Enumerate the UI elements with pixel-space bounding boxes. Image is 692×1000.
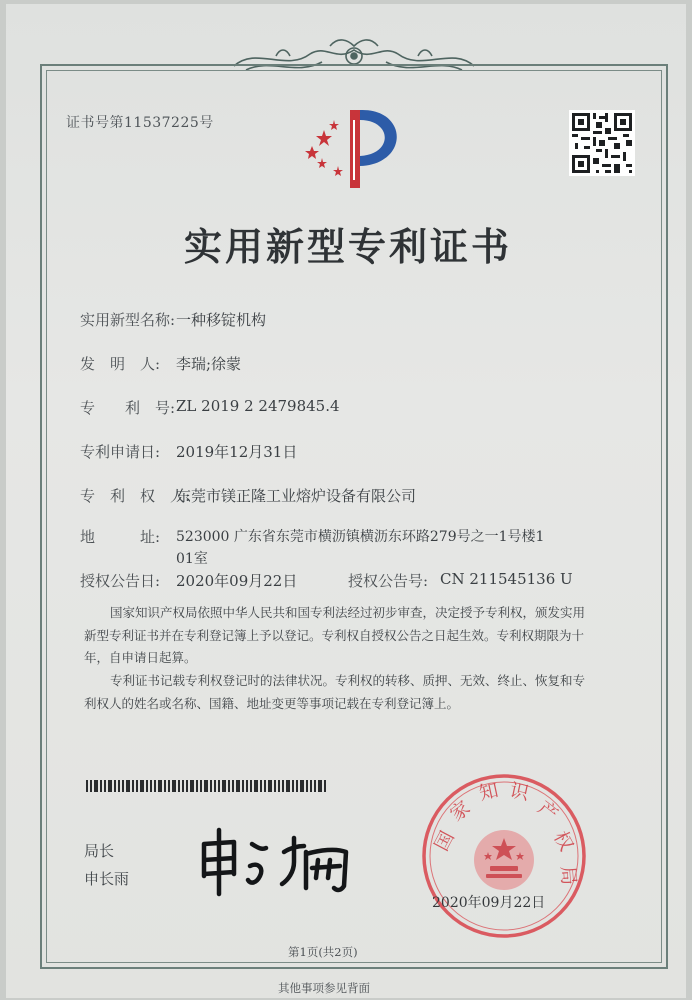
svg-text:产: 产 [533, 796, 562, 826]
field-label-address: 地 址: [80, 528, 161, 546]
qr-code-icon [569, 110, 635, 176]
field-label-patent-no: 专 利 号: [80, 399, 176, 417]
paragraph1-line3: 年，自申请日起算。 [84, 650, 197, 665]
field-value-address: 523000 广东省东莞市横沥镇横沥东环路279号之一1号楼1 [176, 529, 545, 545]
cnipa-logo-icon [298, 100, 418, 192]
seal-date: 2020年09月22日 [432, 895, 546, 911]
field-value-name: 一种移锭机构 [176, 311, 267, 329]
field-value-inventor: 李瑞;徐蒙 [176, 355, 242, 373]
grant-number-value: CN 211545136 U [440, 570, 573, 588]
official-seal-icon [420, 772, 588, 940]
barcode-icon [86, 780, 328, 792]
field-value-filing-date: 2019年12月31日 [176, 443, 298, 461]
certificate-title: 实用新型专利证书 [184, 224, 513, 269]
see-back-note: 其他事项参见背面 [278, 981, 370, 995]
grant-number-label: 授权公告号: [348, 572, 429, 590]
svg-text:识: 识 [507, 779, 531, 805]
certificate-number: 证书号第11537225号 [66, 115, 214, 131]
svg-text:知: 知 [477, 779, 501, 805]
director-signature-icon [190, 822, 360, 902]
paragraph2-line1: 专利证书记载专利权登记时的法律状况。专利权的转移、质押、无效、终止、恢复和专 [110, 673, 586, 688]
field-label-name: 实用新型名称: [80, 311, 176, 329]
director-name: 申长雨 [84, 870, 130, 888]
grant-date-value: 2020年09月22日 [176, 572, 298, 590]
paragraph1-line2: 新型专利证书并在专利登记簿上予以登记。专利权自授权公告之日起生效。专利权期限为十 [84, 627, 585, 643]
svg-text:局: 局 [556, 865, 580, 886]
certificate-paper [6, 4, 686, 998]
field-label-inventor: 发 明 人: [80, 355, 161, 373]
field-label-patentee: 专 利 权 人: [80, 487, 191, 505]
paragraph-legal-status [84, 670, 644, 715]
field-value-address-cont: 01室 [176, 551, 208, 567]
grant-date-label: 授权公告日: [80, 572, 161, 590]
svg-text:权: 权 [549, 827, 578, 855]
paragraph1-line1: 国家知识产权局依照中华人民共和国专利法经过初步审查，决定授予专利权，颁发实用 [110, 605, 586, 620]
paragraph-grant-statement [84, 602, 644, 670]
page-indicator: 第1页(共2页) [288, 945, 358, 959]
field-value-patent-no: ZL 2019 2 2479845.4 [176, 397, 340, 415]
director-title: 局长 [84, 842, 115, 860]
field-label-filing-date: 专利申请日: [80, 443, 161, 461]
svg-text:国: 国 [430, 827, 459, 855]
paragraph2-line2: 利权人的姓名或名称、国籍、地址变更等事项记载在专利登记簿上。 [84, 695, 460, 711]
field-value-patentee: 东莞市镁正隆工业熔炉设备有限公司 [176, 487, 417, 505]
svg-text:家: 家 [446, 796, 475, 826]
